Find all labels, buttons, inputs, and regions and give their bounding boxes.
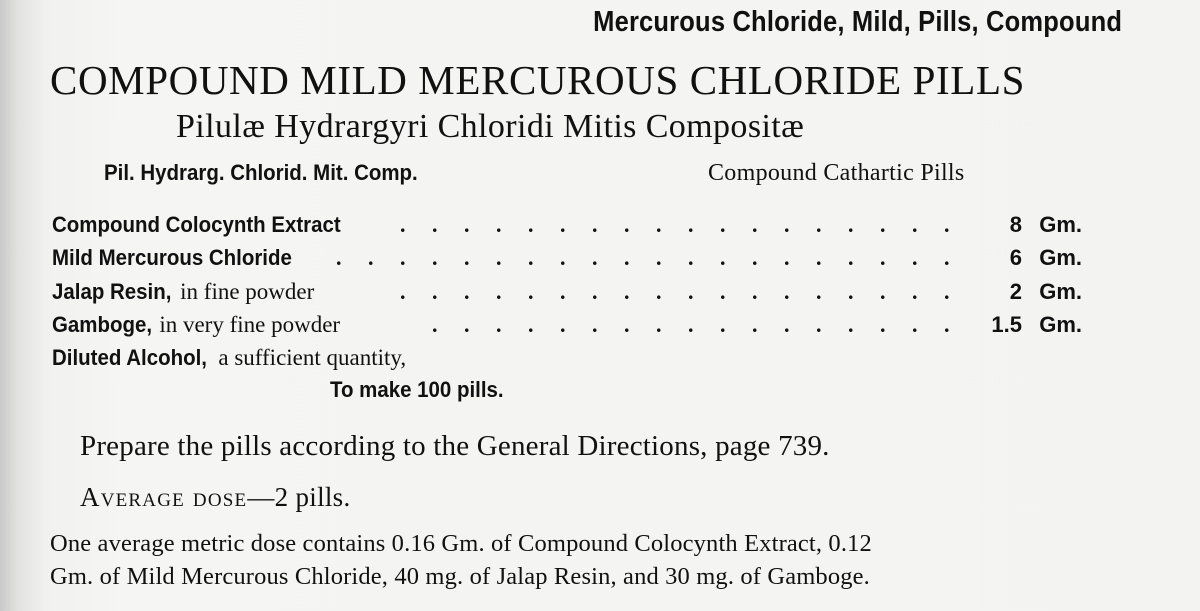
official-abbreviation: Pil. Hydrarg. Chlorid. Mit. Comp. <box>104 160 418 185</box>
ingredient-name: Compound Colocynth Extract <box>52 212 341 237</box>
yield-line: To make 100 pills. <box>330 377 504 402</box>
monograph-title: COMPOUND MILD MERCUROUS CHLORIDE PILLS <box>50 57 1025 103</box>
synonym: Compound Cathartic Pills <box>708 160 965 186</box>
diluent-name: Diluted Alcohol, a sufficient quantity, <box>52 345 407 370</box>
leader-dots: . . . . . . . . . . . . . . . . . . <box>400 212 960 237</box>
ingredient-name: Gamboge, in very fine powder <box>52 312 341 337</box>
ingredient-unit: Gm. <box>1039 245 1082 270</box>
average-dose-value: —2 pills. <box>247 482 351 512</box>
leader-dots: . . . . . . . . . . . . . . . . . <box>432 312 960 337</box>
ingredient-unit: Gm. <box>1039 312 1082 337</box>
metric-note-line: Gm. of Mild Mercurous Chloride, 40 mg. of Jalap Resin, and 30 mg. of Gamboge. <box>50 563 870 590</box>
average-dose-label: Average dose <box>80 482 248 512</box>
ingredient-amount: 6 <box>1009 245 1022 270</box>
ingredient-name: Jalap Resin, in fine powder <box>52 279 315 304</box>
diluent-row <box>52 345 1088 375</box>
ingredient-amount: 8 <box>1009 212 1022 237</box>
ingredient-row <box>52 245 1088 275</box>
leader-dots: . . . . . . . . . . . . . . . . . . . . <box>336 245 960 270</box>
leader-dots: . . . . . . . . . . . . . . . . . . <box>400 279 960 304</box>
ingredient-name: Mild Mercurous Chloride <box>52 245 292 270</box>
average-dose <box>80 482 351 513</box>
ingredient-amount: 2 <box>1009 279 1022 304</box>
running-head: Mercurous Chloride, Mild, Pills, Compound <box>593 6 1122 38</box>
directions: Prepare the pills according to the General Directions, page 739. <box>80 430 830 462</box>
metric-note-line: One average metric dose contains 0.16 Gm. of Compound Colocynth Extract, 0.12 <box>50 530 872 557</box>
ingredient-row <box>52 312 1088 342</box>
ingredient-unit: Gm. <box>1039 279 1082 304</box>
ingredient-row <box>52 279 1088 309</box>
ingredient-row <box>52 212 1088 242</box>
ingredient-amount: 1.5 <box>991 312 1022 337</box>
ingredient-unit: Gm. <box>1039 212 1082 237</box>
latin-title: Pilulæ Hydrargyri Chloridi Mitis Compositæ <box>176 108 805 145</box>
